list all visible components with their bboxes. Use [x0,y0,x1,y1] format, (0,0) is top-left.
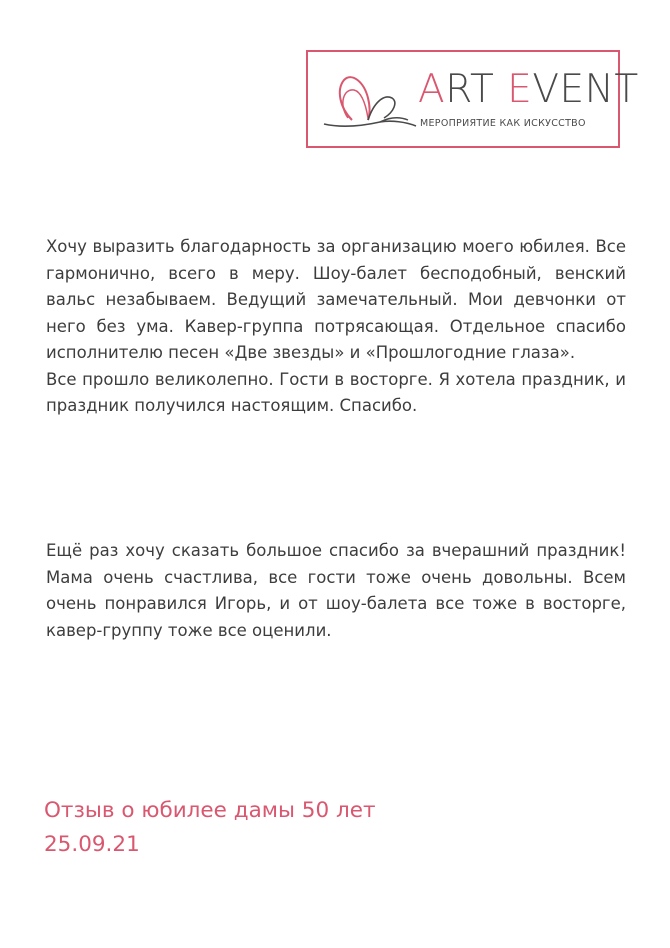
logo [306,50,639,148]
review-1-paragraph-2: Все прошло великолепно. Гости в восторге. Я хотела праздник, и праздник получился настоящим. Спасибо. [46,369,626,415]
butterfly-icon [322,68,418,132]
logo-title-accent-letter: E [507,67,533,112]
review-date: 25.09.21 [44,832,140,857]
logo-title-part-1: RT [445,67,508,112]
review-1 [46,234,626,420]
logo-tagline: МЕРОПРИЯТИЕ КАК ИСКУССТВО [420,118,586,129]
review-caption: Отзыв о юбилее дамы 50 лет [44,798,376,823]
logo-title [418,66,639,114]
review-2 [46,538,626,644]
logo-title-part-2: VENT [532,67,639,112]
review-1-paragraph-1: Хочу выразить благодарность за организацию моего юбилея. Все гармонично, всего в меру. Шоу-балет бесподобный, венский вальс незабываем. Ведущий замечательный. Мои девчонки от него без ума. Кавер-группа потрясающая. Отдельное спасибо исполнителю песен «Две звезды» и «Прошлогодние глаза». [46,237,626,362]
logo-title-first-letter: A [418,67,446,112]
review-2-paragraph-1: Ещё раз хочу сказать большое спасибо за вчерашний праздник! Мама очень счастлива, все гости тоже очень довольны. Всем очень понравился Игорь, и от шоу-балета все тоже в восторге, кавер-группу тоже все оценили. [46,541,626,640]
